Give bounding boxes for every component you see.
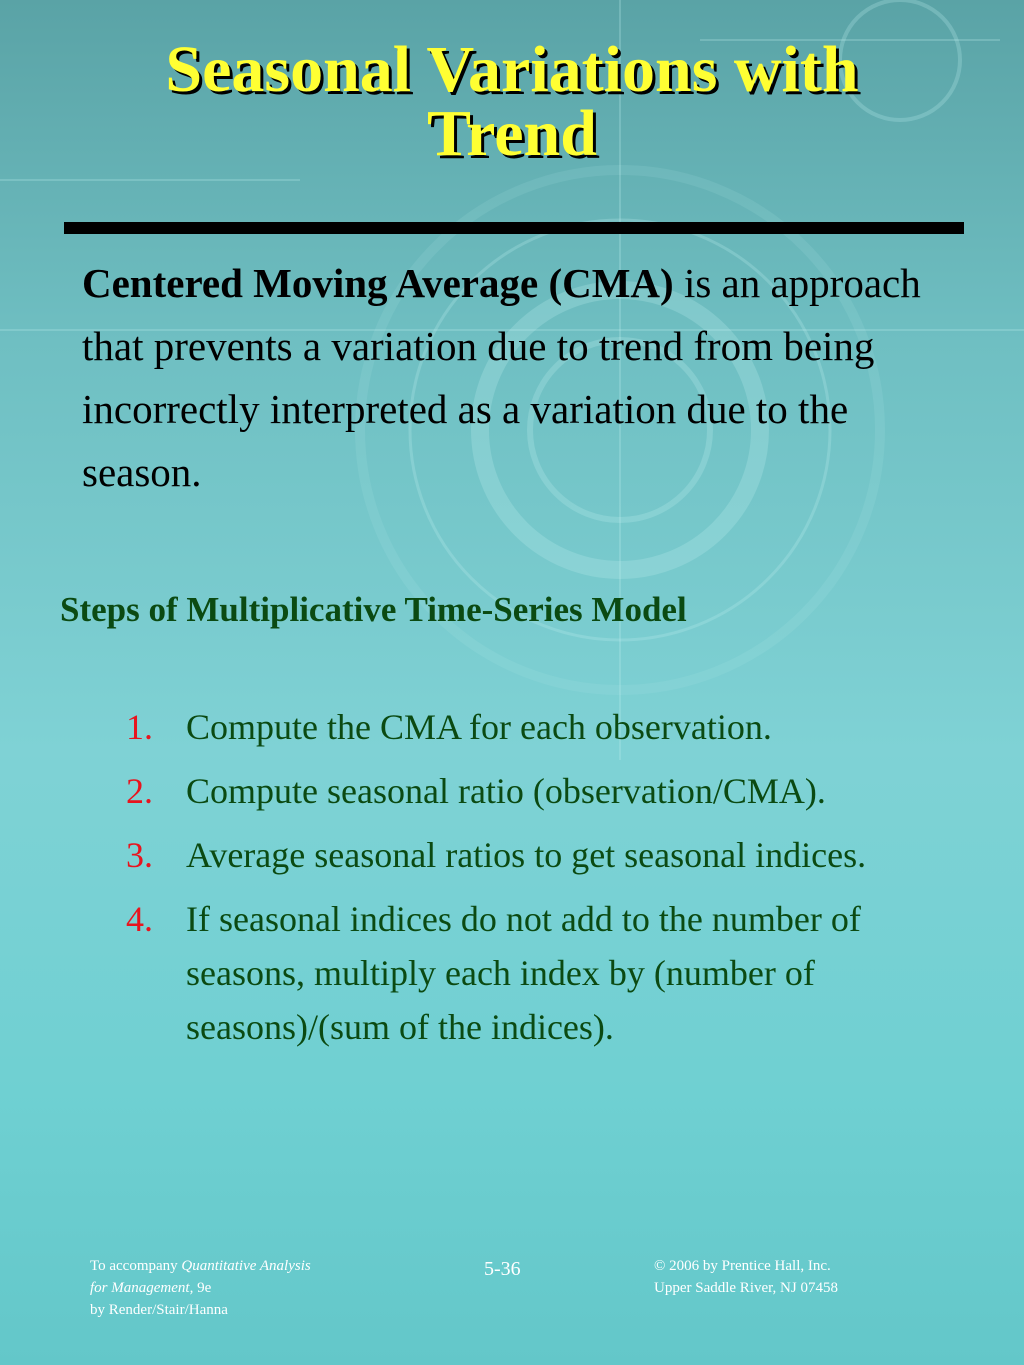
- footer-copyright: [654, 1255, 838, 1299]
- definition-text: is an approach that prevents a variation due to trend from being incorrectly interpreted as a variation due to the season.: [82, 260, 921, 495]
- title-line-2: Trend: [427, 97, 597, 170]
- step-item-1: [110, 700, 980, 754]
- steps-list: [110, 700, 980, 1064]
- definition-term: Centered Moving Average (CMA): [82, 260, 674, 306]
- step-text: Compute seasonal ratio (observation/CMA).: [186, 771, 826, 811]
- slide-title: [0, 33, 1024, 170]
- step-number: 1.: [126, 707, 153, 747]
- cma-definition: [82, 252, 972, 504]
- step-number: 2.: [126, 771, 153, 811]
- step-text: If seasonal indices do not add to the number of seasons, multiply each index by (number of seasons)/(sum of the indices).: [186, 899, 861, 1047]
- copyright-text: © 2006 by Prentice Hall, Inc.: [654, 1258, 831, 1274]
- step-number: 3.: [126, 835, 153, 875]
- footer-book-info: [90, 1255, 311, 1321]
- step-item-2: [110, 764, 980, 818]
- step-text: Compute the CMA for each observation.: [186, 707, 772, 747]
- step-item-4: [110, 892, 980, 1054]
- step-number: 4.: [126, 899, 153, 939]
- footer-authors: by Render/Stair/Hanna: [90, 1302, 228, 1318]
- steps-heading: Steps of Multiplicative Time-Series Model: [60, 590, 687, 629]
- footer-book-title: Quantitative Analysis: [181, 1258, 311, 1274]
- title-divider: [64, 222, 964, 234]
- footer-prefix: To accompany: [90, 1258, 182, 1274]
- footer-edition: 9e: [193, 1280, 212, 1296]
- title-line-1: Seasonal Variations with: [165, 33, 859, 106]
- step-text: Average seasonal ratios to get seasonal indices.: [186, 835, 867, 875]
- footer-book-title-2: for Management,: [90, 1280, 194, 1296]
- step-item-3: [110, 828, 980, 882]
- page-number: 5-36: [484, 1258, 521, 1280]
- publisher-address: Upper Saddle River, NJ 07458: [654, 1280, 838, 1296]
